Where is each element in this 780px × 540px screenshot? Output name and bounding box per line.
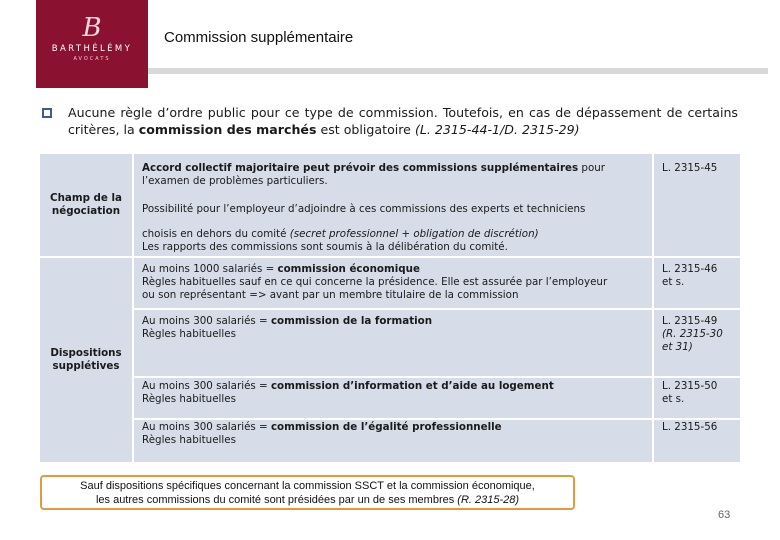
negotiation-ref: L. 2315-45 — [662, 162, 718, 174]
row-content — [142, 263, 644, 302]
row-content — [142, 315, 644, 341]
negotiation-ref-cell — [654, 154, 740, 256]
ref-line: et s. — [662, 393, 685, 405]
negotiation-line-1 — [142, 162, 644, 188]
table-row — [134, 310, 652, 376]
negotiation-text: pour l’examen de problèmes particuliers. — [142, 162, 606, 187]
table-row — [134, 258, 652, 308]
row-lead: Au moins 300 salariés = — [142, 380, 271, 392]
negotiation-bold: Accord collectif majoritaire peut prévoir des commissions supplémentaires — [142, 162, 579, 174]
header-divider — [148, 68, 768, 74]
row-ref-cell — [654, 258, 740, 308]
checkbox-bullet-icon — [42, 108, 52, 118]
row-bold: commission économique — [277, 263, 420, 275]
row-rest: ou son représentant => avant par un membre titulaire de la commission — [142, 289, 519, 301]
row-ref: L. 2315-56 — [662, 421, 718, 433]
logo-name: BARTHÉLÉMY — [51, 44, 133, 54]
row-content — [142, 380, 644, 406]
row-bold: commission d’information et d’aide au logement — [270, 380, 554, 392]
logo-subtitle: AVOCATS — [73, 56, 111, 62]
intro-paragraph — [68, 104, 738, 138]
intro-bold: commission des marchés — [138, 122, 317, 137]
slide-title: Commission supplémentaire — [164, 29, 354, 46]
negotiation-line-3a: choisis en dehors du comité — [142, 228, 290, 240]
brand-logo — [36, 0, 148, 88]
row-lead: Au moins 300 salariés = — [142, 315, 271, 327]
row-header-label: Dispositions supplétives — [50, 347, 122, 372]
ref-line: et 31) — [662, 341, 693, 353]
intro-reference: (L. 2315-44-1/D. 2315-29) — [414, 122, 580, 137]
negotiation-content-cell — [134, 154, 652, 256]
row-header-negotiation — [40, 154, 132, 256]
note-line-1: Sauf dispositions spécifiques concernant la commission SSCT et la commission économique, — [80, 480, 535, 492]
row-header-label: Champ de la négociation — [50, 192, 122, 217]
row-ref — [662, 380, 734, 406]
negotiation-line-3 — [142, 228, 644, 254]
ref-line: L. 2315-46 — [662, 263, 718, 275]
note-line-2: les autres commissions du comité sont présidées par un de ses membres — [95, 493, 458, 506]
row-ref-cell — [654, 420, 740, 462]
intro-text-part2: est obligatoire — [316, 122, 415, 137]
row-rest: Règles habituelles — [142, 393, 236, 405]
row-rest: Règles habituelles — [142, 434, 236, 446]
row-content — [142, 421, 644, 447]
row-ref — [662, 263, 734, 289]
negotiation-line-2: Possibilité pour l’employeur d’adjoindre à ces commissions des experts et techniciens — [142, 203, 586, 215]
row-rest: Règles habituelles sauf en ce qui concerne la présidence. Elle est assurée par l’employeur — [142, 276, 608, 288]
ref-line: et s. — [662, 276, 685, 288]
row-lead: Au moins 1000 salariés = — [142, 263, 278, 275]
row-ref-cell — [654, 378, 740, 418]
row-header-dispositions — [40, 258, 132, 462]
negotiation-line-3b: (secret professionnel + obligation de discrétion) — [289, 228, 539, 240]
row-lead: Au moins 300 salariés = — [142, 421, 271, 433]
ref-line: L. 2315-49 — [662, 315, 718, 327]
row-rest: Règles habituelles — [142, 328, 236, 340]
row-bold: commission de la formation — [270, 315, 433, 327]
row-ref-cell — [654, 310, 740, 376]
logo-monogram: B — [82, 13, 102, 43]
note-callout — [40, 475, 575, 510]
table-row — [134, 378, 652, 418]
row-bold: commission de l’égalité professionnelle — [270, 421, 502, 433]
page-number: 63 — [718, 509, 731, 521]
ref-line: L. 2315-50 — [662, 380, 718, 392]
row-ref — [662, 315, 734, 354]
intro-text-part1: Aucune règle d’ordre public pour ce type de commission. Toutefois, en cas de dépassement de certains critères, la — [68, 105, 738, 137]
table-row — [134, 420, 652, 462]
note-reference: (R. 2315-28) — [457, 493, 520, 506]
negotiation-line-4: Les rapports des commissions sont soumis à la délibération du comité. — [142, 241, 508, 253]
ref-line: (R. 2315-30 — [662, 328, 723, 340]
